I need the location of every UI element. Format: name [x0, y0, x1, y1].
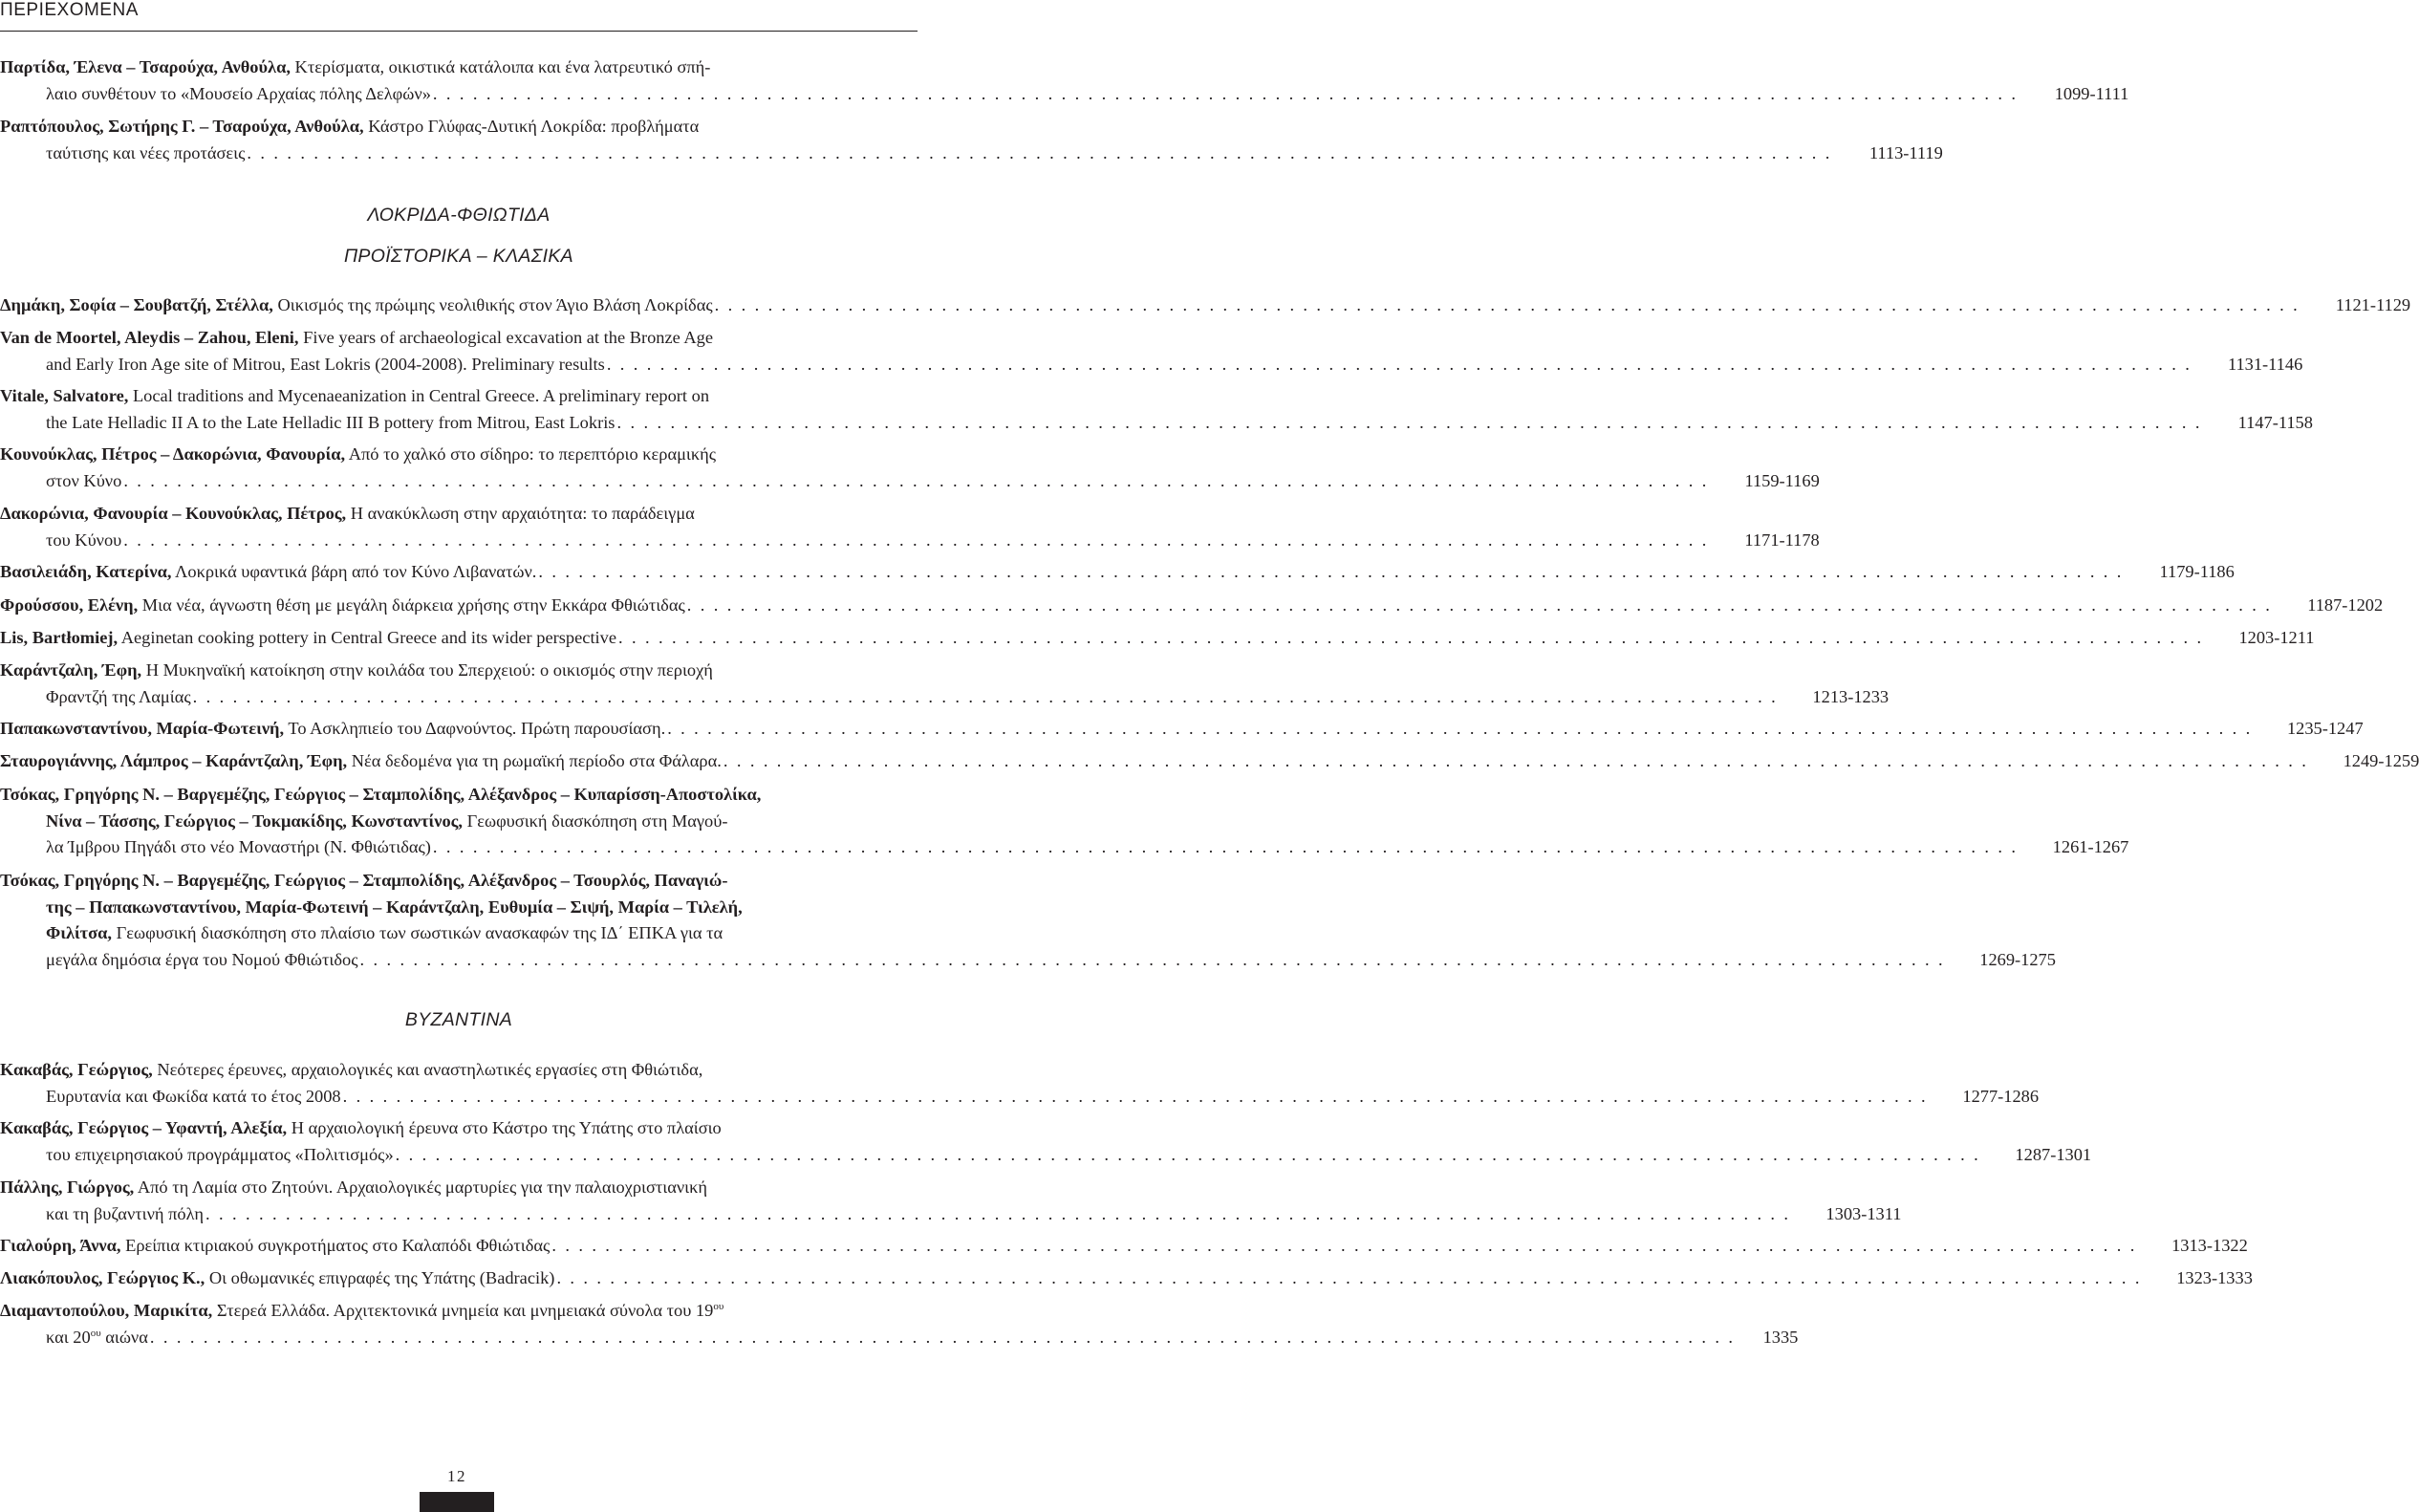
entry-title-cont: λαιο συνθέτουν το «Μουσείο Αρχαίας πόλης Δελφών» [46, 83, 431, 103]
entry-title-cont: του Κύνου [46, 529, 122, 550]
toc-entry [0, 54, 2129, 107]
entry-title: Το Ασκληπιείο του Δαφνούντος. Πρώτη παρουσίαση. [284, 719, 666, 738]
entry-pages: 1313-1322 [2171, 1236, 2248, 1255]
entry-authors: Δημάκη, Σοφία – Σουβατζή, Στέλλα, [0, 295, 273, 314]
entry-authors: Τσόκας, Γρηγόρης Ν. – Βαργεμέζης, Γεώργιος – Σταμπολίδης, Αλέξανδρος – Τσουρλός, Παναγιώ- [0, 871, 728, 890]
leader-dots: . . . . . . . . . . . . . . . . . . . . . . . . . . . . . . . . . . . . . . . . . . . . . . . . . . . . . . . . . . . . . . . . . . . . . . . . . . . . . . . . . . . . . . . . . . . . . . . . . . . . . . . . . . . . . . . . . . . . . . . [342, 1086, 1929, 1106]
page-header-title: ΠΕΡΙΕΧΟΜΕΝΑ [0, 0, 139, 20]
entry-pages: 1179-1186 [2159, 562, 2235, 581]
entry-title: Οικισμός της πρώιμης νεολιθικής στον Άγιο Βλάση Λοκρίδας [272, 295, 713, 314]
toc-entry [0, 1298, 1799, 1350]
toc-entry [0, 782, 2129, 861]
entry-title-cont: ταύτισης και νέες προτάσεις [46, 142, 246, 162]
leader-dots: . . . . . . . . . . . . . . . . . . . . . . . . . . . . . . . . . . . . . . . . . . . . . . . . . . . . . . . . . . . . . . . . . . . . . . . . . . . . . . . . . . . . . . . . . . . . . . . . . . . . . . . . . . . . . . . . . . . . . . . [359, 949, 1945, 969]
entry-pages: 1235-1247 [2286, 719, 2364, 738]
entry-title-cont: αιώνα [100, 1327, 148, 1347]
leader-dots: . . . . . . . . . . . . . . . . . . . . . . . . . . . . . . . . . . . . . . . . . . . . . . . . . . . . . . . . . . . . . . . . . . . . . . . . . . . . . . . . . . . . . . . . . . . . . . . . . . . . . . . . . . . . . . . . . . . . . . . [205, 1203, 1791, 1223]
leader-dots: . . . . . . . . . . . . . . . . . . . . . . . . . . . . . . . . . . . . . . . . . . . . . . . . . . . . . . . . . . . . . . . . . . . . . . . . . . . . . . . . . . . . . . . . . . . . . . . . . . . . . . . . . . . . . . . . . . . . . . . [395, 1144, 1981, 1164]
entry-title: Από το χαλκό στο σίδηρο: το περεπτόριο κεραμικής [345, 444, 717, 464]
entry-pages: 1099-1111 [2054, 83, 2129, 103]
entry-authors: Λιακόπουλος, Γεώργιος Κ., [0, 1268, 205, 1287]
toc-entry [0, 658, 1890, 710]
entry-authors: Van de Moortel, Aleydis – Zahou, Eleni, [0, 328, 299, 347]
leader-dots: . . . . . . . . . . . . . . . . . . . . . . . . . . . . . . . . . . . . . . . . . . . . . . . . . . . . . . . . . . . . . . . . . . . . . . . . . . . . . . . . . . . . . . . . . . . . . . . . . . . . . . . . . . . . . . . . . . . . . . . [714, 295, 2300, 314]
toc-entry [0, 716, 2364, 743]
entry-title: Ερείπια κτιριακού συγκροτήματος στο Καλαπόδι Φθιώτιδας [120, 1236, 551, 1255]
entry-authors: Παρτίδα, Έλενα – Τσαρούχα, Ανθούλα, [0, 57, 291, 76]
section-subtitle: ΠΡΟΪΣΤΟΡΙΚΑ – ΚΛΑΣΙΚΑ [344, 246, 573, 267]
entry-title: Νεότερες έρευνες, αρχαιολογικές και αναστηλωτικές εργασίες στη Φθιώτιδα, [152, 1060, 703, 1079]
superscript: ου [90, 1327, 101, 1339]
entry-authors-cont: Νίνα – Τάσσης, Γεώργιος – Τοκμακίδης, Κωνσταντίνος, [46, 810, 464, 831]
entry-pages: 1213-1233 [1812, 686, 1890, 706]
toc-entry [0, 625, 2315, 652]
entry-title: Νέα δεδομένα για τη ρωμαϊκή περίοδο στα Φάλαρα. [347, 751, 722, 770]
entry-authors: Lis, Bartłomiej, [0, 628, 119, 647]
entry-authors: Κακαβάς, Γεώργιος – Υφαντή, Αλεξία, [0, 1118, 288, 1137]
leader-dots: . . . . . . . . . . . . . . . . . . . . . . . . . . . . . . . . . . . . . . . . . . . . . . . . . . . . . . . . . . . . . . . . . . . . . . . . . . . . . . . . . . . . . . . . . . . . . . . . . . . . . . . . . . . . . . . . . . . . . . . [432, 837, 2019, 856]
entry-pages: 1159-1169 [1744, 470, 1820, 490]
toc-entry [0, 383, 2313, 436]
entry-authors: Κουνούκλας, Πέτρος – Δακορώνια, Φανουρία, [0, 444, 346, 464]
leader-dots: . . . . . . . . . . . . . . . . . . . . . . . . . . . . . . . . . . . . . . . . . . . . . . . . . . . . . . . . . . . . . . . . . . . . . . . . . . . . . . . . . . . . . . . . . . . . . . . . . . . . . . . . . . . . . . . . . . . . . . . [123, 529, 1709, 550]
entry-title-cont: μεγάλα δημόσια έργα του Νομού Φθιώτιδος [46, 949, 358, 969]
toc-entry [0, 1233, 2248, 1260]
toc-entry [0, 1115, 2092, 1168]
entry-pages: 1335 [1762, 1327, 1799, 1347]
entry-pages: 1277-1286 [1962, 1086, 2040, 1106]
leader-dots: . . . . . . . . . . . . . . . . . . . . . . . . . . . . . . . . . . . . . . . . . . . . . . . . . . . . . . . . . . . . . . . . . . . . . . . . . . . . . . . . . . . . . . . . . . . . . . . . . . . . . . . . . . . . . . . . . . . . . . . [247, 142, 1832, 162]
toc-entry [0, 748, 2419, 775]
leader-dots: . . . . . . . . . . . . . . . . . . . . . . . . . . . . . . . . . . . . . . . . . . . . . . . . . . . . . . . . . . . . . . . . . . . . . . . . . . . . . . . . . . . . . . . . . . . . . . . . . . . . . . . . . . . . . . . . . . . . . . . [723, 751, 2309, 770]
entry-pages: 1147-1158 [2237, 412, 2313, 432]
entry-pages: 1261-1267 [2052, 837, 2129, 856]
entry-authors-cont: της – Παπακωνσταντίνου, Μαρία-Φωτεινή – Καράντζαλη, Ευθυμία – Σιψή, Μαρία – Τιλελή, [46, 896, 743, 917]
leader-dots: . . . . . . . . . . . . . . . . . . . . . . . . . . . . . . . . . . . . . . . . . . . . . . . . . . . . . . . . . . . . . . . . . . . . . . . . . . . . . . . . . . . . . . . . . . . . . . . . . . . . . . . . . . . . . . . . . . . . . . . [192, 686, 1779, 706]
entry-authors: Βασιλειάδη, Κατερίνα, [0, 562, 172, 581]
leader-dots: . . . . . . . . . . . . . . . . . . . . . . . . . . . . . . . . . . . . . . . . . . . . . . . . . . . . . . . . . . . . . . . . . . . . . . . . . . . . . . . . . . . . . . . . . . . . . . . . . . . . . . . . . . . . . . . . . . . . . . . [686, 595, 2273, 615]
toc-entry [0, 442, 1820, 494]
entry-pages: 1131-1146 [2227, 354, 2303, 374]
leader-dots: . . . . . . . . . . . . . . . . . . . . . . . . . . . . . . . . . . . . . . . . . . . . . . . . . . . . . . . . . . . . . . . . . . . . . . . . . . . . . . . . . . . . . . . . . . . . . . . . . . . . . . . . . . . . . . . . . . . . . . . [667, 719, 2253, 738]
leader-dots: . . . . . . . . . . . . . . . . . . . . . . . . . . . . . . . . . . . . . . . . . . . . . . . . . . . . . . . . . . . . . . . . . . . . . . . . . . . . . . . . . . . . . . . . . . . . . . . . . . . . . . . . . . . . . . . . . . . . . . . [606, 354, 2192, 374]
page-number: 12 [447, 1467, 466, 1485]
entry-title: Λοκρικά υφαντικά βάρη από τον Κύνο Λιβανατών. [171, 562, 537, 581]
entry-title: Aeginetan cooking pottery in Central Greece and its wider perspective [118, 628, 617, 647]
entry-title: Κάστρο Γλύφας-Δυτική Λοκρίδα: προβλήματα [363, 117, 700, 136]
entry-pages: 1287-1301 [2015, 1144, 2092, 1164]
page-number-box [420, 1492, 494, 1512]
leader-dots: . . . . . . . . . . . . . . . . . . . . . . . . . . . . . . . . . . . . . . . . . . . . . . . . . . . . . . . . . . . . . . . . . . . . . . . . . . . . . . . . . . . . . . . . . . . . . . . . . . . . . . . . . . . . . . . . . . . . . . . [556, 1268, 2142, 1287]
entry-pages: 1121-1129 [2335, 295, 2411, 314]
toc-entry [0, 1175, 1902, 1227]
entry-pages: 1269-1275 [1979, 949, 2056, 969]
leader-dots: . . . . . . . . . . . . . . . . . . . . . . . . . . . . . . . . . . . . . . . . . . . . . . . . . . . . . . . . . . . . . . . . . . . . . . . . . . . . . . . . . . . . . . . . . . . . . . . . . . . . . . . . . . . . . . . . . . . . . . . [432, 83, 2019, 103]
toc-entry [0, 292, 2411, 319]
toc-entry [0, 1057, 2040, 1110]
entry-title: Γεωφυσική διασκόπηση στο πλαίσιο των σωστικών ανασκαφών της ΙΔ΄ ΕΠΚΑ για τα [112, 923, 724, 942]
entry-title: Η ανακύκλωση στην αρχαιότητα: το παράδειγμα [346, 504, 695, 523]
entry-authors-cont: Φιλίτσα, [46, 923, 113, 942]
entry-title: Στερεά Ελλάδα. Αρχιτεκτονικά μνημεία και μνημειακά σύνολα του 19 [212, 1301, 714, 1320]
entry-authors: Κακαβάς, Γεώργιος, [0, 1060, 153, 1079]
entry-title: Κτερίσματα, οικιστικά κατάλοιπα και ένα λατρευτικό σπή- [290, 57, 711, 76]
entry-title-cont: Ευρυτανία και Φωκίδα κατά το έτος 2008 [46, 1086, 341, 1106]
entry-authors: Δακορώνια, Φανουρία – Κουνούκλας, Πέτρος, [0, 504, 347, 523]
entry-title: Γεωφυσική διασκόπηση στη Μαγού- [463, 810, 728, 831]
leader-dots: . . . . . . . . . . . . . . . . . . . . . . . . . . . . . . . . . . . . . . . . . . . . . . . . . . . . . . . . . . . . . . . . . . . . . . . . . . . . . . . . . . . . . . . . . . . . . . . . . . . . . . . . . . . . . . . . . . . . . . . [618, 628, 2204, 647]
toc-entry [0, 559, 2235, 586]
entry-title: Από τη Λαμία στο Ζητούνι. Αρχαιολογικές μαρτυρίες για την παλαιοχριστιανική [134, 1177, 707, 1197]
leader-dots: . . . . . . . . . . . . . . . . . . . . . . . . . . . . . . . . . . . . . . . . . . . . . . . . . . . . . . . . . . . . . . . . . . . . . . . . . . . . . . . . . . . . . . . . . . . . . . . . . . . . . . . . . . . . . . . . . . . . . . . [616, 412, 2202, 432]
entry-title: Η αρχαιολογική έρευνα στο Κάστρο της Υπάτης στο πλαίσιο [287, 1118, 722, 1137]
toc-entry [0, 1265, 2253, 1292]
entry-authors: Διαμαντοπούλου, Μαρικίτα, [0, 1301, 213, 1320]
entry-authors: Παπακωνσταντίνου, Μαρία-Φωτεινή, [0, 719, 285, 738]
section-title: ΒΥΖΑΝΤΙΝΑ [404, 1009, 513, 1030]
toc-entry [0, 501, 1820, 553]
entry-title-cont: Φραντζή της Λαμίας [46, 686, 191, 706]
entry-authors: Τσόκας, Γρηγόρης Ν. – Βαργεμέζης, Γεώργιος – Σταμπολίδης, Αλέξανδρος – Κυπαρίσση-Αποστολίκα, [0, 785, 762, 804]
header-rule [0, 31, 918, 32]
leader-dots: . . . . . . . . . . . . . . . . . . . . . . . . . . . . . . . . . . . . . . . . . . . . . . . . . . . . . . . . . . . . . . . . . . . . . . . . . . . . . . . . . . . . . . . . . . . . . . . . . . . . . . . . . . . . . . . . . . . . . . . [123, 470, 1709, 490]
entry-title-cont: και τη βυζαντινή πόλη [46, 1203, 204, 1223]
entry-pages: 1187-1202 [2307, 595, 2384, 615]
entry-pages: 1303-1311 [1825, 1203, 1902, 1223]
leader-dots: . . . . . . . . . . . . . . . . . . . . . . . . . . . . . . . . . . . . . . . . . . . . . . . . . . . . . . . . . . . . . . . . . . . . . . . . . . . . . . . . . . . . . . . . . . . . . . . . . . . . . . . . . . . . . . . . . . . . . . . [149, 1327, 1736, 1347]
entry-title: Local traditions and Mycenaeanization in Central Greece. A preliminary report on [128, 386, 710, 405]
entry-authors: Σταυρογιάννης, Λάμπρος – Καράντζαλη, Έφη, [0, 751, 348, 770]
entry-pages: 1249-1259 [2343, 751, 2419, 770]
entry-pages: 1171-1178 [1744, 529, 1820, 550]
entry-title-cont: στον Κύνο [46, 470, 122, 490]
section-title: ΛΟΚΡΙΔΑ-ΦΘΙΩΤΙΔΑ [367, 205, 551, 226]
entry-pages: 1113-1119 [1868, 142, 1943, 162]
entry-title: Five years of archaeological excavation at the Bronze Age [298, 328, 714, 347]
entry-pages: 1203-1211 [2238, 628, 2315, 647]
entry-title-cont: the Late Helladic II A to the Late Helladic III B pottery from Mitrou, East Lokris [46, 412, 616, 432]
superscript: ου [713, 1301, 724, 1312]
toc-entry [0, 325, 2303, 378]
leader-dots: . . . . . . . . . . . . . . . . . . . . . . . . . . . . . . . . . . . . . . . . . . . . . . . . . . . . . . . . . . . . . . . . . . . . . . . . . . . . . . . . . . . . . . . . . . . . . . . . . . . . . . . . . . . . . . . . . . . . . . . [538, 562, 2124, 581]
entry-authors: Γιαλούρη, Άννα, [0, 1236, 121, 1255]
entry-title-cont: και 20 [46, 1327, 91, 1347]
entry-title: Μια νέα, άγνωστη θέση με μεγάλη διάρκεια χρήσης στην Εκκάρα Φθιώτιδας [138, 595, 685, 615]
entry-authors: Vitale, Salvatore, [0, 386, 129, 405]
entry-authors: Ραπτόπουλος, Σωτήρης Γ. – Τσαρούχα, Ανθούλα, [0, 117, 364, 136]
entry-pages: 1323-1333 [2176, 1268, 2253, 1287]
entry-title-cont: and Early Iron Age site of Mitrou, East Lokris (2004-2008). Preliminary results [46, 354, 605, 374]
entry-authors: Καράντζαλη, Έφη, [0, 660, 142, 680]
entry-title-cont: λα Ίμβρου Πηγάδι στο νέο Μοναστήρι (Ν. Φθιώτιδας) [46, 837, 431, 856]
entry-title-cont: του επιχειρησιακού προγράμματος «Πολιτισμός» [46, 1144, 394, 1164]
toc-entry [0, 593, 2384, 619]
entry-title: Οι οθωμανικές επιγραφές της Υπάτης (Badracik) [205, 1268, 555, 1287]
leader-dots: . . . . . . . . . . . . . . . . . . . . . . . . . . . . . . . . . . . . . . . . . . . . . . . . . . . . . . . . . . . . . . . . . . . . . . . . . . . . . . . . . . . . . . . . . . . . . . . . . . . . . . . . . . . . . . . . . . . . . . . [551, 1236, 2137, 1255]
entry-authors: Πάλλης, Γιώργος, [0, 1177, 135, 1197]
entry-title: Η Μυκηναϊκή κατοίκηση στην κοιλάδα του Σπερχειού: ο οικισμός στην περιοχή [141, 660, 713, 680]
toc-entry [0, 868, 2056, 973]
entry-authors: Φρούσσου, Ελένη, [0, 595, 139, 615]
toc-entry [0, 114, 1943, 166]
